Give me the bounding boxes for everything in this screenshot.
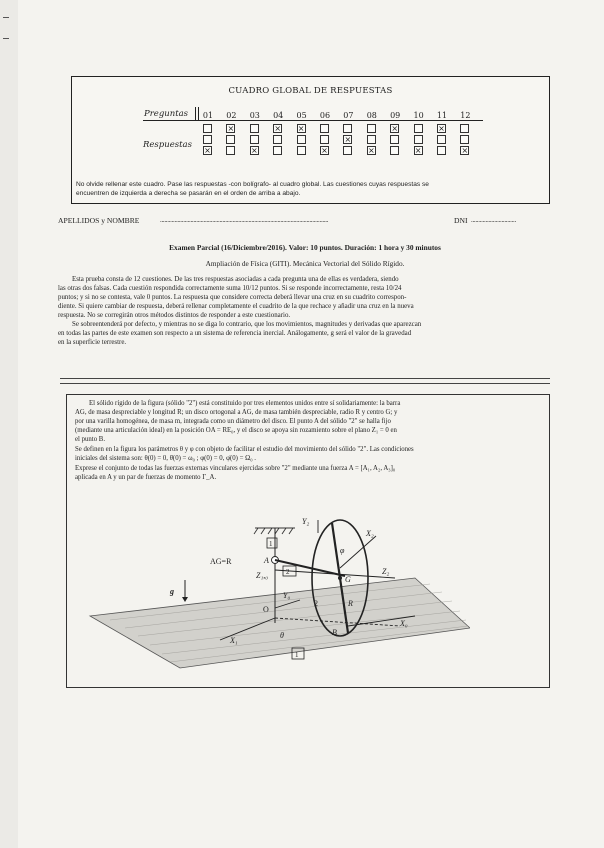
label-2: 2 [286, 568, 290, 576]
label-a: A [264, 556, 269, 565]
answer-checkbox[interactable] [320, 124, 329, 133]
mechanism-figure [70, 508, 470, 678]
question-number: 03 [249, 111, 260, 120]
section-divider [60, 383, 550, 384]
question-number: 09 [390, 111, 401, 120]
question-number: 01 [202, 111, 214, 120]
answer-checkbox[interactable]: × [391, 124, 399, 133]
question-number: 11 [436, 111, 448, 120]
margin-mark [3, 38, 9, 39]
ground-plane [90, 578, 470, 668]
answer-checkbox[interactable]: × [461, 146, 469, 155]
label-y2: Y₂ [302, 517, 310, 526]
answer-checkbox[interactable] [273, 146, 282, 155]
intro-line: en la superficie terrestre. [58, 339, 127, 346]
label-y0: Y₀ [283, 591, 291, 600]
label-phi: φ [340, 546, 345, 555]
name-label: APELLIDOS y NOMBRE [58, 216, 140, 225]
label-g: G [345, 575, 351, 584]
answer-checkbox[interactable]: × [274, 124, 282, 133]
intro-line: respuesta. No se corregirán otros métodos distintos de responder a este cuestionario. [58, 312, 291, 319]
label-r: R [348, 599, 353, 608]
answer-checkbox[interactable] [226, 135, 235, 144]
answer-checkbox[interactable] [367, 124, 376, 133]
label-x2: X₂ [366, 529, 374, 538]
label-o: O [263, 605, 269, 614]
answer-checkbox[interactable] [320, 135, 329, 144]
intro-line: Se sobreentenderá por defecto, y mientras no se diga lo contrario, que los movimientos, magnitudes y derivadas que aparezcan [72, 321, 422, 328]
label-1: 1 [269, 540, 273, 548]
problem-text: iniciales del sistema son: θ(0) = 0, θ̇(0) = ω₀ ; φ(0) = 0, φ̇(0) = Ω₀ . [75, 455, 256, 462]
answer-checkbox[interactable]: × [204, 146, 211, 155]
answer-checkbox[interactable] [460, 135, 469, 144]
label-1b: 1 [295, 651, 299, 659]
label-z10: Z₁,₀ [256, 571, 269, 580]
answer-checkbox[interactable]: × [438, 124, 445, 133]
answer-checkbox[interactable]: × [367, 146, 375, 155]
answer-checkbox[interactable] [343, 124, 352, 133]
answer-checkbox[interactable]: × [321, 146, 328, 155]
table-note-1: No olvide rellenar este cuadro. Pase las respuestas -con bolígrafo- al cuadro global. Las cuestiones cuyas respuestas se [76, 181, 429, 188]
intro-line: puntos; y si no se contesta, vale 0 puntos. La respuesta que considere correcta deberá llevar una cruz en su cuadrito correspon- [58, 294, 407, 301]
problem-text: Exprese el conjunto de todas las fuerzas externas vinculares ejercidas sobre "2" mediante una fuerza A = [A₁, A₂, A₃]₀ [75, 465, 396, 472]
dni-label: DNI [454, 216, 468, 225]
problem-text: El sólido rígido de la figura (sólido "2") está constituido por tres elementos unidos entre sí solidariamente: la barra [89, 400, 401, 407]
label-2b: 2 [314, 599, 318, 608]
question-number: 10 [413, 111, 424, 120]
label-agr: AG=R [210, 557, 232, 566]
answer-checkbox[interactable] [203, 124, 212, 133]
answer-checkbox[interactable] [273, 135, 282, 144]
problem-text: el punto B. [75, 436, 106, 443]
exam-subtitle: Ampliación de Física (GITI). Mecánica Vectorial del Sólido Rígido. [205, 259, 405, 268]
answer-checkbox[interactable]: × [297, 124, 305, 133]
label-z2: Z₂ [382, 567, 390, 576]
problem-text: aplicada en A y un par de fuerzas de momento Γ_A. [75, 474, 217, 481]
answer-checkbox[interactable]: × [227, 124, 235, 133]
label-theta: θ [280, 631, 284, 640]
name-dots: .................................................................................................................... [160, 216, 329, 224]
answer-checkbox[interactable] [250, 135, 259, 144]
label-gvec: g [170, 587, 174, 596]
question-number: 08 [366, 111, 377, 120]
exam-title: Examen Parcial (16/Diciembre/2016). Valor: 10 puntos. Duración: 1 hora y 30 minutos [169, 243, 441, 252]
answer-checkbox[interactable] [203, 135, 212, 144]
intro-line: Esta prueba consta de 12 cuestiones. De las tres respuestas asociadas a cada pregunta una de ellas es verdadera, siendo [72, 276, 399, 283]
answer-checkbox[interactable]: × [344, 135, 352, 144]
answer-checkbox[interactable] [250, 124, 259, 133]
answer-checkbox[interactable] [390, 135, 399, 144]
question-number: 04 [273, 111, 284, 120]
problem-text: (mediante una articulación ideal) en la posición OA = RE₀, y el disco se apoya sin rozamiento sobre el plano Z₁ = 0 en [75, 427, 397, 434]
answer-checkbox[interactable] [297, 135, 306, 144]
label-x0: X₀ [400, 619, 408, 628]
intro-line: las otras dos falsas. Cada cuestión respondida correctamente suma 10/12 puntos. Si se responde incorrectamente, resta 10/24 [58, 285, 402, 292]
intro-line: en todas las partes de este examen son respecto a un sistema de referencia inercial. Análogamente, g será el valor de la gravedad [58, 330, 412, 337]
question-number: 02 [226, 111, 237, 120]
answer-checkbox[interactable]: × [250, 146, 258, 155]
label-x1: X₁ [230, 636, 238, 645]
problem-text: por una varilla homogénea, de masa m, integrada como un diámetro del disco. El punto A del sólido "2" se halla fijo [75, 418, 391, 425]
divider [195, 107, 196, 120]
margin-mark [3, 17, 9, 18]
answer-checkbox[interactable] [226, 146, 235, 155]
question-number: 05 [296, 111, 307, 120]
respuestas-label: Respuestas [143, 140, 192, 150]
preguntas-label: Preguntas [144, 109, 189, 119]
problem-text: AG, de masa despreciable y longitud R; un disco ortogonal a AG, de masa también despreciable, radio R y centro G; y [75, 409, 398, 416]
answer-checkbox[interactable] [367, 135, 376, 144]
answer-checkbox[interactable] [460, 124, 469, 133]
answers-title: CUADRO GLOBAL DE RESPUESTAS [228, 86, 393, 96]
answer-checkbox[interactable] [343, 146, 352, 155]
question-number: 07 [343, 111, 354, 120]
table-note-2: encuentren de izquierda a derecha se pasarán en el orden de arriba a abajo. [76, 190, 301, 197]
dni-dots: ............................... [471, 216, 516, 224]
answer-checkbox[interactable]: × [414, 146, 422, 155]
answer-checkbox[interactable] [437, 135, 446, 144]
answer-checkbox[interactable] [390, 146, 399, 155]
label-b: B [332, 628, 337, 637]
problem-text: Se definen en la figura los parámetros θ y φ con objeto de facilitar el estudio del movimiento del sólido "2". Las condiciones [75, 446, 414, 453]
intro-line: diente. Si quiere cambiar de respuesta, deberá rellenar completamente el cuadrito de la que rechace y añadir una cruz en la nueva [58, 303, 414, 310]
question-number: 06 [319, 111, 331, 120]
answer-checkbox[interactable] [437, 146, 446, 155]
section-divider [60, 378, 550, 379]
divider [143, 120, 483, 121]
answer-checkbox[interactable] [297, 146, 306, 155]
answer-checkbox[interactable] [414, 135, 423, 144]
answer-checkbox[interactable] [414, 124, 423, 133]
question-number: 12 [460, 111, 471, 120]
